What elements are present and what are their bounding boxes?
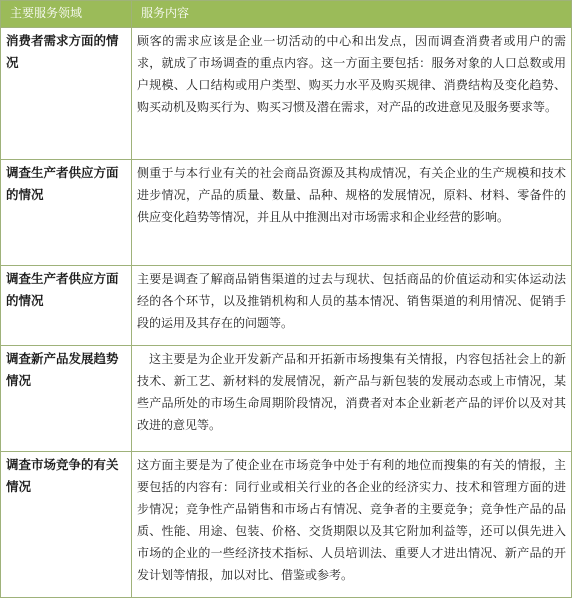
row-content: 顾客的需求应该是企业一切活动的中心和出发点，因而调查消费者或用户的需求，就成了市场调查的重点内容。这一方面主要包括：服务对象的人口总数或用户规模、人口结构或用户类型、购买力水平及购买规律、消费结构及变化趋势、购买动机及购买行为、购买习惯及潜在需求，对产品的改进意见及服务要求等。 (132, 28, 572, 160)
row-area: 调查新产品发展趋势情况 (1, 346, 132, 452)
row-area: 调查生产者供应方面的情况 (1, 160, 132, 266)
header-area: 主要服务领域 (1, 1, 132, 28)
table-row (1, 160, 572, 266)
row-area: 调查市场竞争的有关情况 (1, 452, 132, 598)
row-content: 侧重于与本行业有关的社会商品资源及其构成情况，有关企业的生产规模和技术进步情况，产品的质量、数量、品种、规格的发展情况，原料、材料、零备件的供应变化趋势等情况，并且从中推测出对市场需求和企业经营的影响。 (132, 160, 572, 266)
table-row (1, 28, 572, 160)
row-content: 这主要是为企业开发新产品和开拓新市场搜集有关情报，内容包括社会上的新技术、新工艺、新材料的发展情况，新产品与新包装的发展动态或上市情况，某些产品所处的市场生命周期阶段情况，消费者对本企业新老产品的评价以及对其改进的意见等。 (132, 346, 572, 452)
table-row (1, 452, 572, 598)
row-content: 这方面主要是为了使企业在市场竞争中处于有利的地位而搜集的有关的情报，主要包括的内容有：同行业或相关行业的各企业的经济实力、技术和管理方面的进步情况；竞争性产品销售和市场占有情况、竞争者的主要竞争；竞争性产品的品质、性能、用途、包装、价格、交货期限以及其它附加利益等，还可以俱先进入市场的企业的一些经济技术指标、人员培训法、重要人才进出情况、新产品的开发计划等情报，加以对比、借鉴或参考。 (132, 452, 572, 598)
row-area: 调查生产者供应方面的情况 (1, 266, 132, 346)
header-content: 服务内容 (132, 1, 572, 28)
header-row (1, 1, 572, 28)
table-row (1, 346, 572, 452)
row-content: 主要是调查了解商品销售渠道的过去与现状、包括商品的价值运动和实体运动法经的各个环节，以及推销机构和人员的基本情况、销售渠道的利用情况、促销手段的运用及其存在的问题等。 (132, 266, 572, 346)
row-area: 消费者需求方面的情况 (1, 28, 132, 160)
table-row (1, 266, 572, 346)
